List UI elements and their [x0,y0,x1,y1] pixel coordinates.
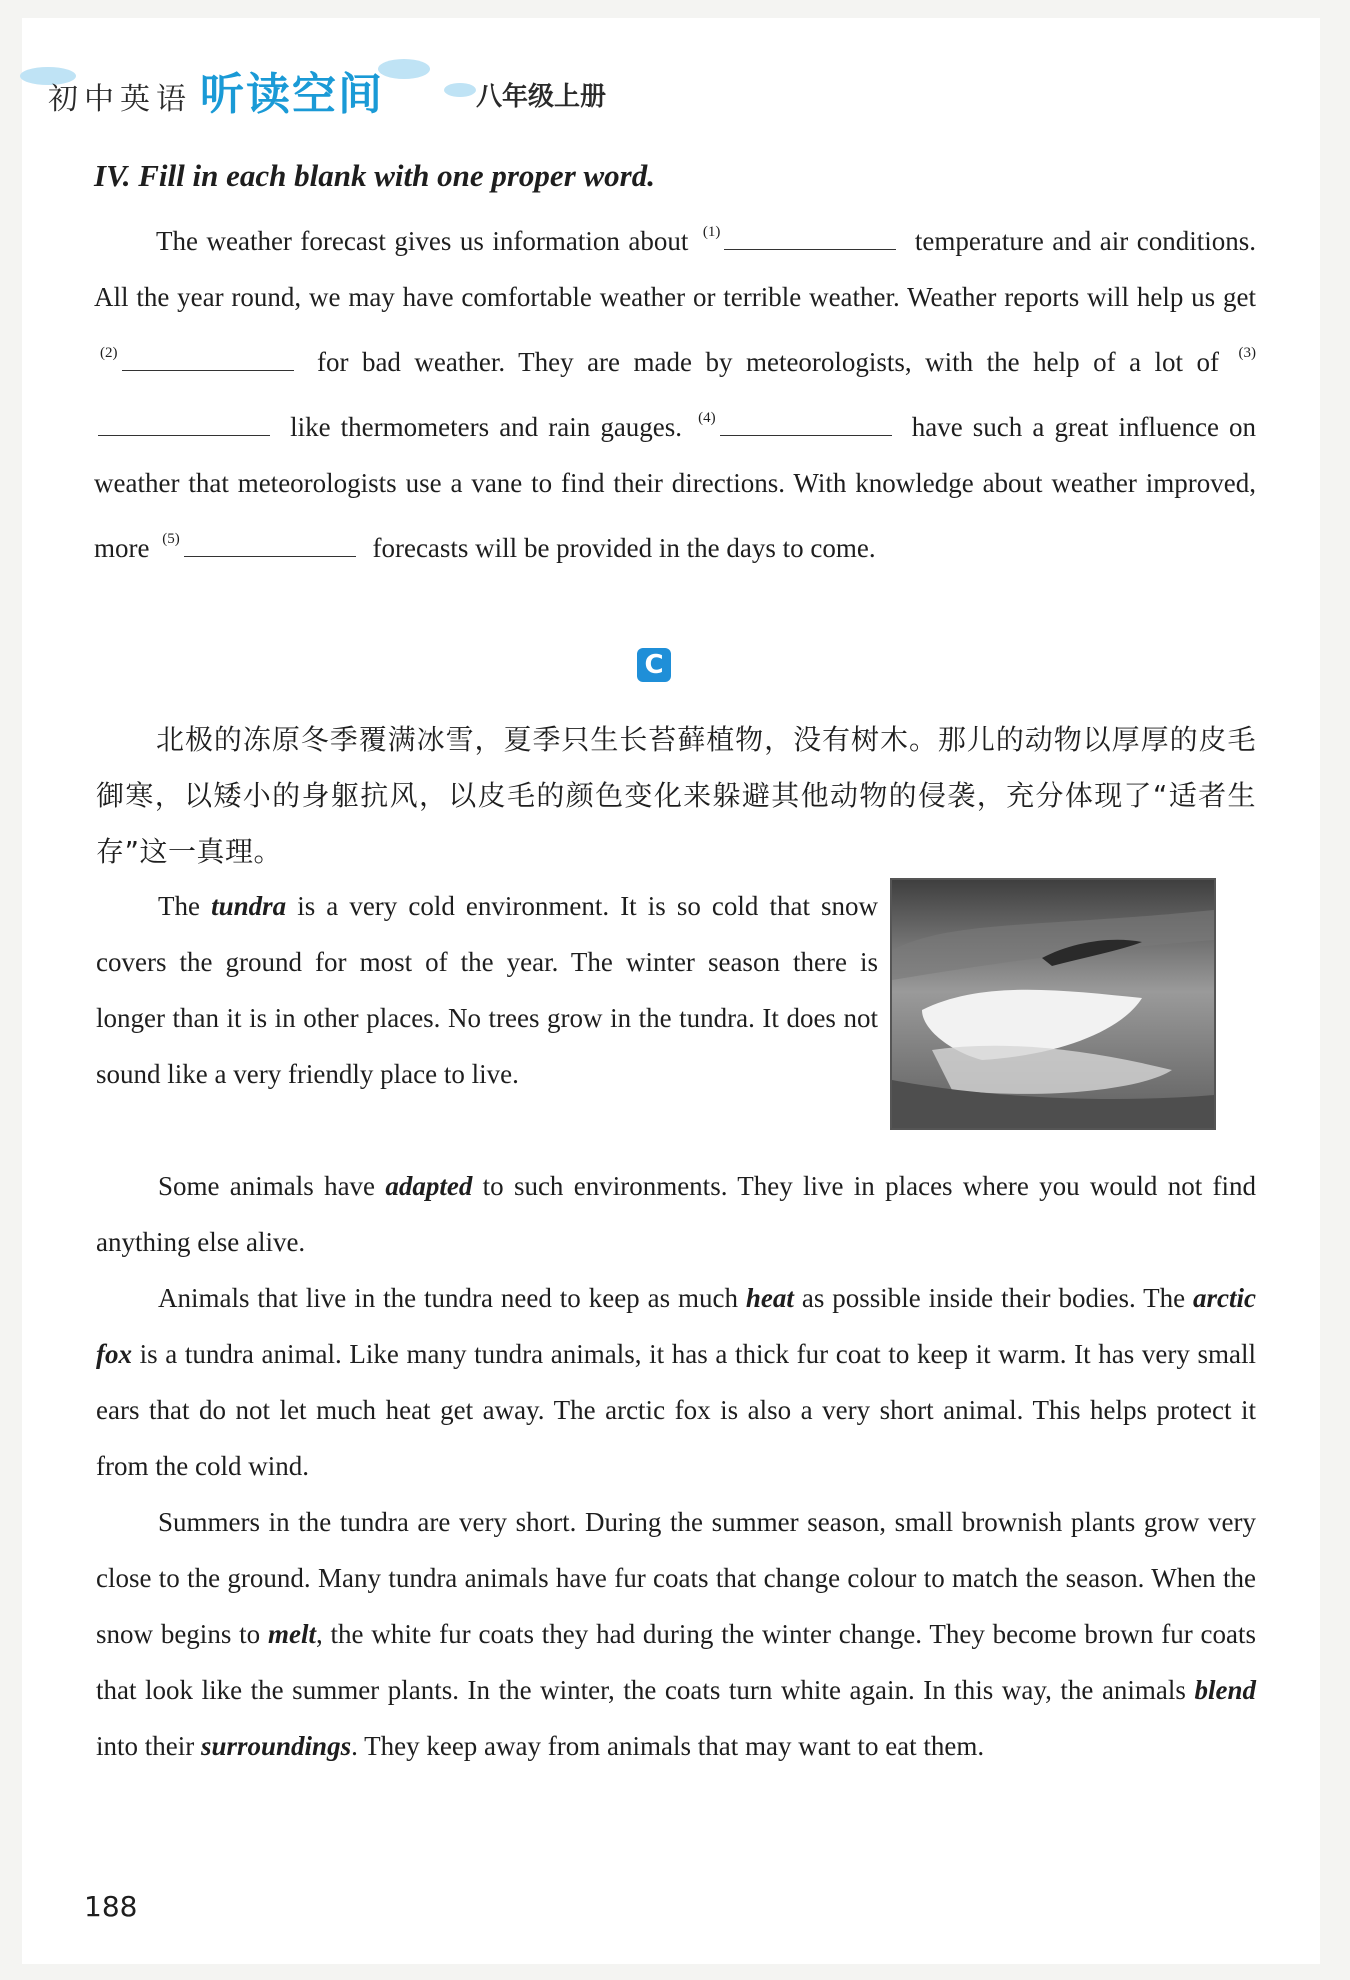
page-header [22,48,1320,118]
keyword-heat: heat [745,1283,794,1313]
paragraph-adapted: Some animals have adapted to such environments. They live in places where you would not find anything else alive. [96,1171,1256,1257]
section-iv-title: IV. Fill in each blank with one proper word. [94,158,655,193]
blank-number: (2) [100,345,118,361]
brand-logo: 听读空间 [200,69,384,120]
section-c-badge: C [637,648,671,682]
cloud-icon [440,80,480,100]
keyword-blend: blend [1194,1675,1257,1705]
blank-number: (3) [1238,345,1256,361]
tundra-photo [890,878,1216,1130]
keyword-surroundings: surroundings [200,1731,352,1761]
paragraph-arctic-fox: Animals that live in the tundra need to keep as much heat as possible inside their bodies. The arctic fox is a tundra animal. Like many tundra animals, it has a thick fur coat to keep it warm. It has very small ears that do not let much heat get away. The arctic fox is also a very short animal. This helps protect it from the cold wind. [96,1283,1257,1481]
keyword-melt: melt [267,1619,316,1649]
answer-blank-1[interactable] [724,229,896,250]
answer-blank-5[interactable] [184,536,356,557]
blank-number: (1) [702,224,721,240]
blank-number: (4) [698,410,716,426]
textbook-page [22,18,1320,1964]
keyword-tundra: tundra [211,891,287,921]
fill-in-passage: The weather forecast gives us information about $^{(1)}$ temperature and air conditions. All the year round, we may have comfortable weather or terrible weather. Weather reports will help us get $^{(2)}$ for bad weather. They are made by meteorologists, with the help of a lot of $^{(3)}$ like thermometers and rain gauges. $^{(4)}$ have such a great influence on weather that meteorologists use a vane to find their directions. With knowledge about weather improved, more $^{(5)}$ forecasts will be provided in the days to come. [94,224,1257,563]
answer-blank-3[interactable] [98,415,270,436]
keyword-adapted: adapted [385,1171,473,1201]
book-series-title: 初中英语 [48,82,192,117]
chinese-intro: 北极的冻原冬季覆满冰雪，夏季只生长苔藓植物，没有树木。那儿的动物以厚厚的皮毛御寒，以矮小的身躯抗风，以皮毛的颜色变化来躲避其他动物的侵袭，充分体现了“适者生存”这一真理。 [96,723,1256,868]
passage-body [96,1158,1256,1774]
answer-blank-2[interactable] [122,350,294,371]
answer-blank-4[interactable] [720,415,892,436]
keyword-arctic-fox: arctic fox [96,1283,1257,1369]
tundra-landscape-image [892,880,1214,1128]
paragraph-summers: Summers in the tundra are very short. During the summer season, small brownish plants grow very close to the ground. Many tundra animals have fur coats that change colour to match the season. When the snow begins to melt, the white fur coats they had during the winter change. They become brown fur coats that look like the summer plants. In the winter, the coats turn white again. In this way, the animals blend into their surroundings. They keep away from animals that may want to eat them. [96,1507,1257,1761]
grade-label: 八年级上册 [476,82,607,112]
page-number: 188 [84,1890,138,1923]
blank-number: (5) [162,531,180,547]
tundra-paragraph: The tundra is a very cold environment. It is so cold that snow covers the ground for most of the year. The winter season there is longer than it is in other places. No trees grow in the tundra. It does not sound like a very friendly place to live. [96,891,879,1089]
